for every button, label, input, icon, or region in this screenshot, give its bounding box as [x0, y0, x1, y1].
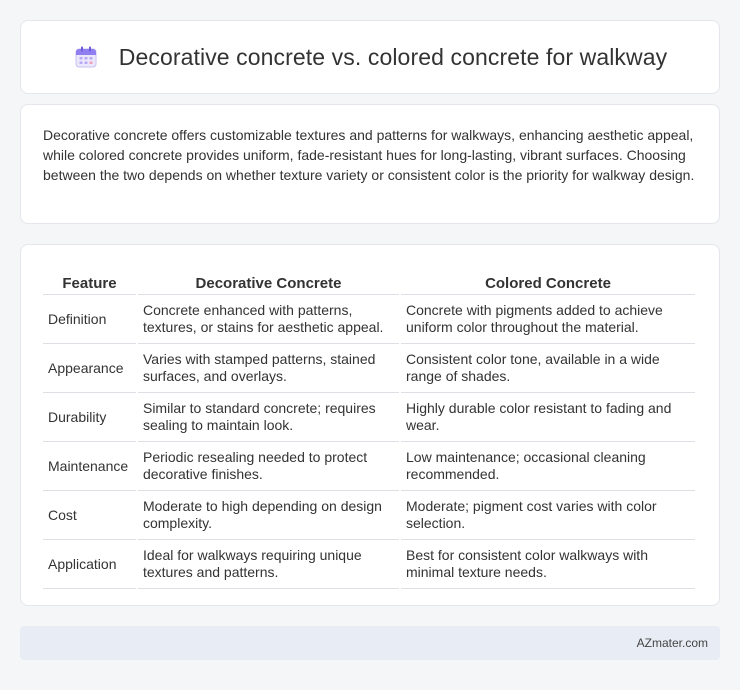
colored-cell: Concrete with pigments added to achieve uniform color throughout the material. — [401, 295, 695, 344]
decorative-cell: Moderate to high depending on design complexity. — [138, 491, 399, 540]
calendar-icon — [73, 44, 99, 70]
table-row — [43, 344, 695, 393]
colored-cell: Highly durable color resistant to fading and wear. — [401, 393, 695, 442]
footer-bar — [20, 626, 720, 660]
feature-cell: Appearance — [43, 344, 136, 393]
brand-link[interactable]: AZmater.com — [636, 636, 708, 650]
decorative-cell: Varies with stamped patterns, stained surfaces, and overlays. — [138, 344, 399, 393]
feature-cell: Cost — [43, 491, 136, 540]
colored-cell: Moderate; pigment cost varies with color selection. — [401, 491, 695, 540]
table-row — [43, 491, 695, 540]
table-row — [43, 540, 695, 589]
header-decorative-concrete: Decorative Concrete — [138, 265, 399, 295]
title-card — [20, 20, 720, 94]
decorative-cell: Concrete enhanced with patterns, textures, or stains for aesthetic appeal. — [138, 295, 399, 344]
decorative-cell: Periodic resealing needed to protect decorative finishes. — [138, 442, 399, 491]
header-feature: Feature — [43, 265, 136, 295]
table-row — [43, 442, 695, 491]
header-colored-concrete: Colored Concrete — [401, 265, 695, 295]
feature-cell: Maintenance — [43, 442, 136, 491]
feature-cell: Definition — [43, 295, 136, 344]
summary-card — [20, 104, 720, 224]
colored-cell: Low maintenance; occasional cleaning recommended. — [401, 442, 695, 491]
decorative-cell: Ideal for walkways requiring unique textures and patterns. — [138, 540, 399, 589]
table-header-row — [43, 265, 695, 295]
table-row — [43, 295, 695, 344]
page-title: Decorative concrete vs. colored concrete for walkway — [118, 43, 668, 70]
summary-text: Decorative concrete offers customizable textures and patterns for walkways, enhancing aesthetic appeal, while colored concrete provides uniform, fade-resistant hues for long-lasting, vibrant surfaces. Choosing between the two depends on whether texture variety or consistent color is the priority for walkway design. — [43, 127, 695, 183]
title-wrap — [73, 44, 668, 71]
colored-cell: Best for consistent color walkways with minimal texture needs. — [401, 540, 695, 589]
comparison-table-card — [20, 244, 720, 606]
comparison-table — [41, 265, 697, 589]
colored-cell: Consistent color tone, available in a wide range of shades. — [401, 344, 695, 393]
feature-cell: Application — [43, 540, 136, 589]
feature-cell: Durability — [43, 393, 136, 442]
table-row — [43, 393, 695, 442]
decorative-cell: Similar to standard concrete; requires sealing to maintain look. — [138, 393, 399, 442]
